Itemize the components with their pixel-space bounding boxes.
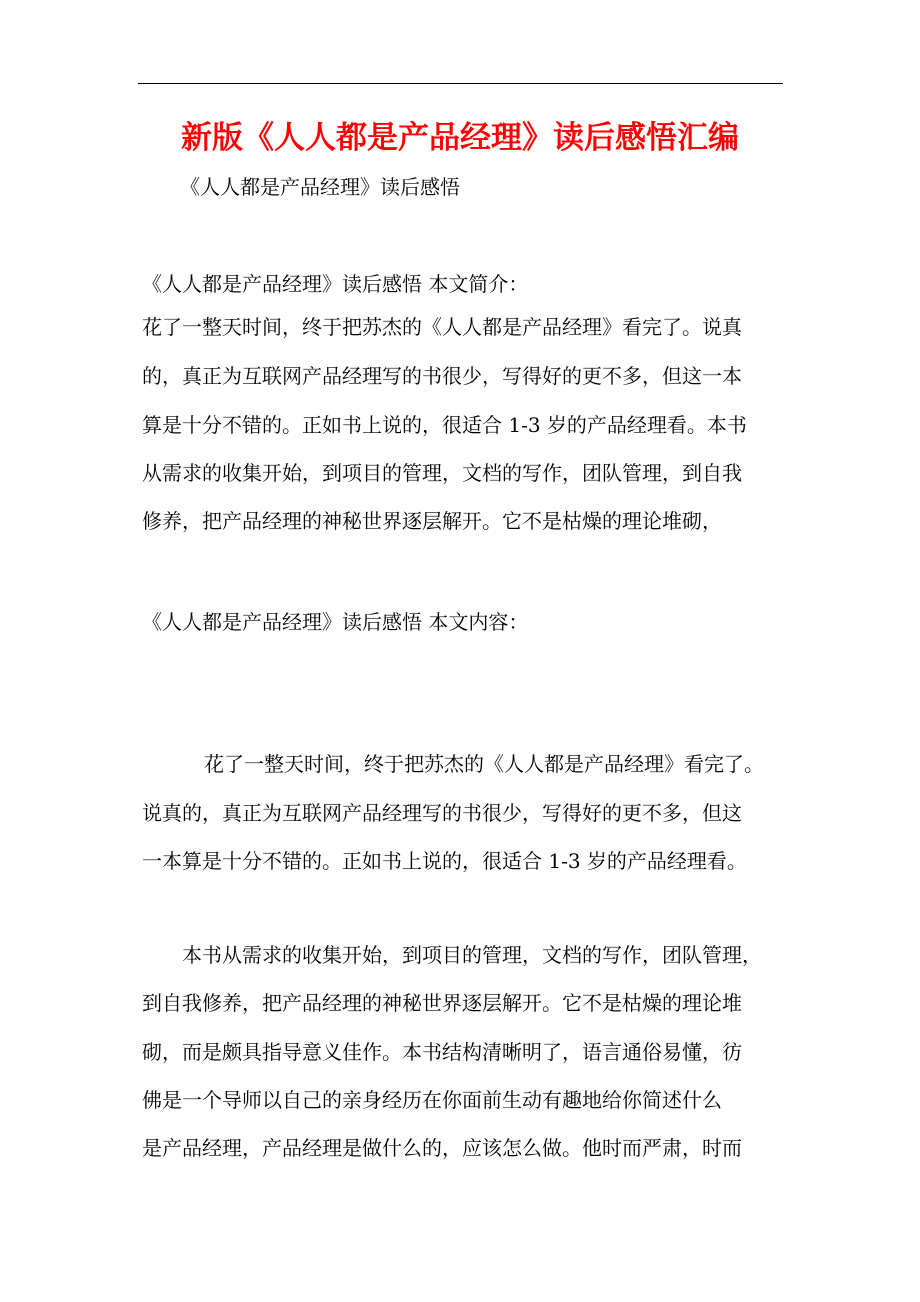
paragraph-line: 说真的，真正为互联网产品经理写的书很少，写得好的更不多，但这 [142,801,742,825]
paragraph-line: 是产品经理，产品经理是做什么的，应该怎么做。他时而严肃，时而 [142,1136,742,1160]
intro-line: 修养，把产品经理的神秘世界逐层解开。它不是枯燥的理论堆砌， [142,509,722,533]
intro-paragraph [142,315,802,534]
content-paragraph-2 [142,943,802,1161]
paragraph-line: 砌，而是颇具指导意义佳作。本书结构清晰明了，语言通俗易懂，彷 [142,1040,742,1064]
paragraph-line: 本书从需求的收集开始，到项目的管理，文档的写作，团队管理， [182,943,762,967]
paragraph-line: 佛是一个导师以自己的亲身经历在你面前生动有趣地给你简述什么 [142,1088,722,1112]
document-title: 新版《人人都是产品经理》读后感悟汇编 [181,120,739,156]
intro-heading: 《人人都是产品经理》读后感悟 本文简介： [142,272,529,296]
intro-line: 从需求的收集开始，到项目的管理，文档的写作，团队管理，到自我 [142,461,742,485]
paragraph-line: 花了一整天时间，终于把苏杰的《人人都是产品经理》看完了。 [204,752,764,776]
intro-line: 花了一整天时间，终于把苏杰的《人人都是产品经理》看完了。说真 [142,315,742,339]
paragraph-line: 一本算是十分不错的。正如书上说的，很适合 1-3 岁的产品经理看。 [142,849,747,873]
document-subtitle: 《人人都是产品经理》读后感悟 [180,175,460,199]
intro-line: 算是十分不错的。正如书上说的，很适合 1-3 岁的产品经理看。本书 [142,413,747,437]
content-heading: 《人人都是产品经理》读后感悟 本文内容： [142,610,529,634]
header-rule [138,83,783,84]
paragraph-line: 到自我修养，把产品经理的神秘世界逐层解开。它不是枯燥的理论堆 [142,991,742,1015]
content-paragraph-1 [142,752,802,874]
intro-line: 的，真正为互联网产品经理写的书很少，写得好的更不多，但这一本 [142,364,742,388]
